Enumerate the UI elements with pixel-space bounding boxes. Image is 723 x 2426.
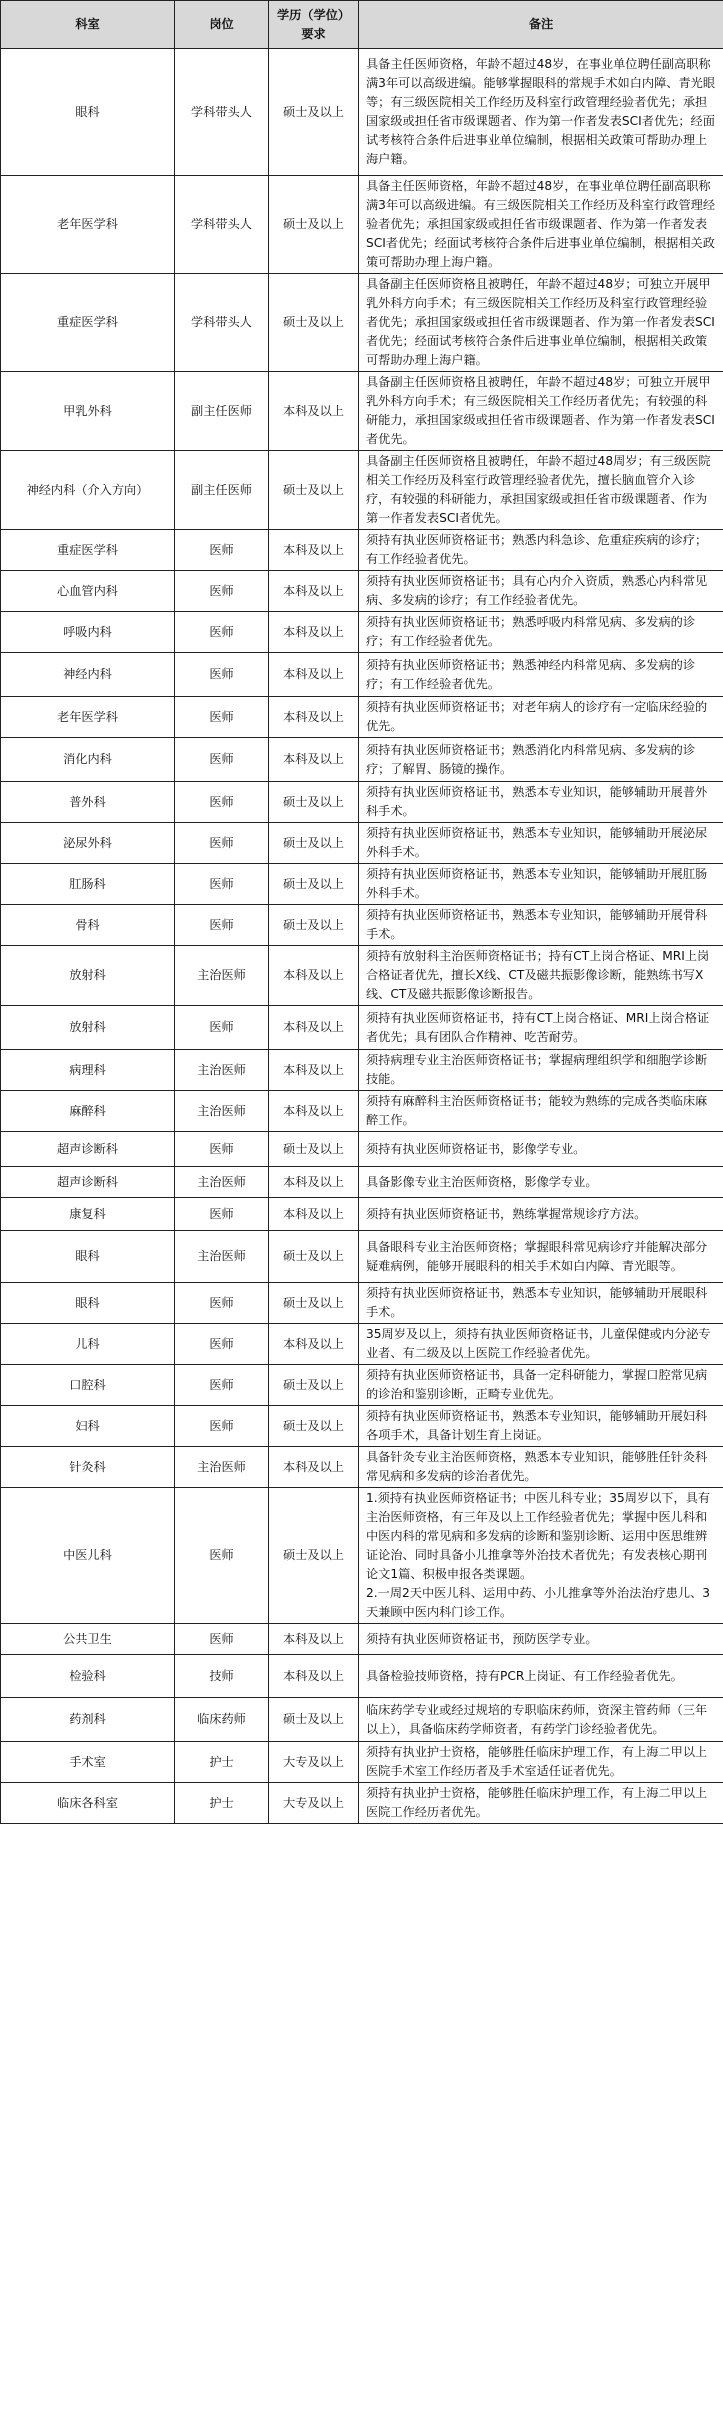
cell-position: 医师 bbox=[175, 1488, 269, 1624]
cell-notes: 须持有放射科主治医师资格证书；持有CT上岗合格证、MRI上岗合格证者优先，擅长X线、CT及磁共振影像诊断，能熟练书写X线、CT及磁共振影像诊断报告。 bbox=[359, 946, 723, 1006]
cell-position: 医师 bbox=[175, 1324, 269, 1365]
cell-education: 本科及以上 bbox=[269, 697, 359, 738]
table-row bbox=[1, 176, 723, 274]
table-row bbox=[1, 1655, 723, 1698]
cell-dept: 甲乳外科 bbox=[1, 372, 175, 451]
table-row bbox=[1, 1198, 723, 1231]
cell-education: 本科及以上 bbox=[269, 1091, 359, 1132]
table-row bbox=[1, 274, 723, 372]
cell-notes: 须持有执业医师资格证书，熟悉本专业知识，能够辅助开展肛肠外科手术。 bbox=[359, 864, 723, 905]
cell-position: 医师 bbox=[175, 653, 269, 697]
cell-dept: 麻醉科 bbox=[1, 1091, 175, 1132]
cell-dept: 老年医学科 bbox=[1, 176, 175, 274]
cell-notes: 须持病理专业主治医师资格证书；掌握病理组织学和细胞学诊断技能。 bbox=[359, 1050, 723, 1091]
cell-education: 硕士及以上 bbox=[269, 49, 359, 176]
cell-position: 医师 bbox=[175, 697, 269, 738]
cell-dept: 药剂科 bbox=[1, 1698, 175, 1742]
cell-notes: 具备主任医师资格，年龄不超过48岁，在事业单位聘任副高职称满3年可以高级进编。能够掌握眼科的常规手术如白内障、青光眼等；有三级医院相关工作经历及科室行政管理经验者优先；承担国家级或担任省市级课题者、作为第一作者发表SCI者优先；经面试考核符合条件后进事业单位编制，根据相关政策可帮助办理上海户籍。 bbox=[359, 49, 723, 176]
cell-position: 医师 bbox=[175, 782, 269, 823]
cell-dept: 普外科 bbox=[1, 782, 175, 823]
cell-dept: 超声诊断科 bbox=[1, 1167, 175, 1198]
cell-position: 副主任医师 bbox=[175, 451, 269, 530]
cell-dept: 消化内科 bbox=[1, 738, 175, 782]
cell-notes: 具备影像专业主治医师资格，影像学专业。 bbox=[359, 1167, 723, 1198]
table-row bbox=[1, 1231, 723, 1283]
cell-dept: 超声诊断科 bbox=[1, 1132, 175, 1167]
cell-notes: 须持有麻醉科主治医师资格证书；能较为熟练的完成各类临床麻醉工作。 bbox=[359, 1091, 723, 1132]
cell-notes: 须持有执业医师资格证书；熟悉呼吸内科常见病、多发病的诊疗；有工作经验者优先。 bbox=[359, 612, 723, 653]
table-row bbox=[1, 1365, 723, 1406]
cell-notes: 须持有执业医师资格证书，熟悉本专业知识，能够辅助开展妇科各项手术，具备计划生育上岗证。 bbox=[359, 1406, 723, 1447]
cell-education: 硕士及以上 bbox=[269, 1488, 359, 1624]
table-row bbox=[1, 1783, 723, 1824]
cell-education: 硕士及以上 bbox=[269, 1231, 359, 1283]
cell-position: 主治医师 bbox=[175, 1447, 269, 1488]
table-row bbox=[1, 1742, 723, 1783]
table-row bbox=[1, 946, 723, 1006]
table-row bbox=[1, 571, 723, 612]
table-row bbox=[1, 1006, 723, 1050]
cell-education: 本科及以上 bbox=[269, 530, 359, 571]
cell-dept: 放射科 bbox=[1, 946, 175, 1006]
cell-notes: 须持有执业医师资格证书，熟悉本专业知识，能够辅助开展普外科手术。 bbox=[359, 782, 723, 823]
cell-education: 本科及以上 bbox=[269, 946, 359, 1006]
cell-education: 硕士及以上 bbox=[269, 1365, 359, 1406]
table-row bbox=[1, 1406, 723, 1447]
cell-notes: 须持有执业医师资格证书，具备一定科研能力，掌握口腔常见病的诊治和鉴别诊断，正畸专业优先。 bbox=[359, 1365, 723, 1406]
cell-position: 医师 bbox=[175, 1283, 269, 1324]
cell-position: 学科带头人 bbox=[175, 176, 269, 274]
cell-notes: 须持有执业医师资格证书；具有心内介入资质，熟悉心内科常见病、多发病的诊疗；有工作经验者优先。 bbox=[359, 571, 723, 612]
cell-education: 本科及以上 bbox=[269, 571, 359, 612]
cell-position: 医师 bbox=[175, 571, 269, 612]
cell-dept: 老年医学科 bbox=[1, 697, 175, 738]
cell-position: 副主任医师 bbox=[175, 372, 269, 451]
cell-education: 硕士及以上 bbox=[269, 176, 359, 274]
table-row bbox=[1, 738, 723, 782]
table-body bbox=[1, 49, 723, 1824]
cell-notes: 须持有执业护士资格，能够胜任临床护理工作，有上海二甲以上医院手术室工作经历者及手术室适任证者优先。 bbox=[359, 1742, 723, 1783]
cell-notes: 具备副主任医师资格且被聘任，年龄不超过48岁；可独立开展甲乳外科方向手术；有三级医院相关工作经历及科室行政管理经验者优先；承担国家级或担任省市级课题者、作为第一作者发表SCI者优先；经面试考核符合条件后进事业单位编制，根据相关政策可帮助办理上海户籍。 bbox=[359, 274, 723, 372]
cell-dept: 眼科 bbox=[1, 49, 175, 176]
cell-education: 硕士及以上 bbox=[269, 1406, 359, 1447]
cell-dept: 康复科 bbox=[1, 1198, 175, 1231]
cell-education: 硕士及以上 bbox=[269, 274, 359, 372]
cell-dept: 泌尿外科 bbox=[1, 823, 175, 864]
table-row bbox=[1, 1050, 723, 1091]
cell-notes: 须持有执业医师资格证书；熟悉神经内科常见病、多发病的诊疗；有工作经验者优先。 bbox=[359, 653, 723, 697]
cell-notes: 具备副主任医师资格且被聘任，年龄不超过48岁；可独立开展甲乳外科方向手术；有三级医院相关工作经历者优先；有较强的科研能力，承担国家级或担任省市级课题者、作为第一作者发表SCI者优先。 bbox=[359, 372, 723, 451]
cell-education: 硕士及以上 bbox=[269, 864, 359, 905]
cell-education: 本科及以上 bbox=[269, 1006, 359, 1050]
cell-education: 大专及以上 bbox=[269, 1742, 359, 1783]
cell-notes: 35周岁及以上，须持有执业医师资格证书，儿童保健或内分泌专业者、有二级及以上医院工作经验者优先。 bbox=[359, 1324, 723, 1365]
cell-position: 学科带头人 bbox=[175, 274, 269, 372]
cell-dept: 重症医学科 bbox=[1, 274, 175, 372]
cell-position: 医师 bbox=[175, 612, 269, 653]
cell-dept: 儿科 bbox=[1, 1324, 175, 1365]
table-row bbox=[1, 823, 723, 864]
table-row bbox=[1, 697, 723, 738]
cell-education: 硕士及以上 bbox=[269, 1698, 359, 1742]
header-dept: 科室 bbox=[1, 1, 175, 49]
header-notes: 备注 bbox=[359, 1, 723, 49]
cell-dept: 眼科 bbox=[1, 1231, 175, 1283]
cell-dept: 口腔科 bbox=[1, 1365, 175, 1406]
cell-notes: 须持有执业护士资格，能够胜任临床护理工作，有上海二甲以上医院工作经历者优先。 bbox=[359, 1783, 723, 1824]
cell-position: 技师 bbox=[175, 1655, 269, 1698]
cell-dept: 中医儿科 bbox=[1, 1488, 175, 1624]
cell-notes: 具备检验技师资格，持有PCR上岗证、有工作经验者优先。 bbox=[359, 1655, 723, 1698]
cell-dept: 重症医学科 bbox=[1, 530, 175, 571]
cell-notes: 须持有执业医师资格证书；熟悉内科急诊、危重症疾病的诊疗；有工作经验者优先。 bbox=[359, 530, 723, 571]
cell-notes: 须持有执业医师资格证书，熟悉本专业知识，能够辅助开展眼科手术。 bbox=[359, 1283, 723, 1324]
cell-position: 医师 bbox=[175, 1132, 269, 1167]
cell-education: 本科及以上 bbox=[269, 738, 359, 782]
cell-education: 本科及以上 bbox=[269, 1198, 359, 1231]
cell-dept: 放射科 bbox=[1, 1006, 175, 1050]
cell-dept: 肛肠科 bbox=[1, 864, 175, 905]
cell-notes: 具备主任医师资格，年龄不超过48岁，在事业单位聘任副高职称满3年可以高级进编。有三级医院相关工作经历及科室行政管理经验者优先；承担国家级或担任省市级课题者、作为第一作者发表SCI者优先；经面试考核符合条件后进事业单位编制，根据相关政策可帮助办理上海户籍。 bbox=[359, 176, 723, 274]
cell-position: 医师 bbox=[175, 1624, 269, 1655]
table-row bbox=[1, 1624, 723, 1655]
cell-position: 医师 bbox=[175, 530, 269, 571]
cell-position: 医师 bbox=[175, 905, 269, 946]
cell-notes: 具备眼科专业主治医师资格；掌握眼科常见病诊疗并能解决部分疑难病例，能够开展眼科的相关手术如白内障、青光眼等。 bbox=[359, 1231, 723, 1283]
table-row bbox=[1, 1488, 723, 1624]
cell-education: 本科及以上 bbox=[269, 372, 359, 451]
cell-position: 医师 bbox=[175, 1406, 269, 1447]
table-row bbox=[1, 1324, 723, 1365]
table-row bbox=[1, 1447, 723, 1488]
cell-dept: 眼科 bbox=[1, 1283, 175, 1324]
table-row bbox=[1, 1132, 723, 1167]
cell-notes: 临床药学专业或经过规培的专职临床药师，资深主管药师（三年以上），具备临床药学师资者，有药学门诊经验者优先。 bbox=[359, 1698, 723, 1742]
cell-position: 医师 bbox=[175, 738, 269, 782]
cell-position: 医师 bbox=[175, 864, 269, 905]
table-row bbox=[1, 653, 723, 697]
cell-notes: 须持有执业医师资格证书，预防医学专业。 bbox=[359, 1624, 723, 1655]
cell-dept: 临床各科室 bbox=[1, 1783, 175, 1824]
cell-education: 大专及以上 bbox=[269, 1783, 359, 1824]
table-row bbox=[1, 782, 723, 823]
table-row bbox=[1, 905, 723, 946]
cell-dept: 妇科 bbox=[1, 1406, 175, 1447]
cell-education: 本科及以上 bbox=[269, 1447, 359, 1488]
cell-notes: 须持有执业医师资格证书；熟悉消化内科常见病、多发病的诊疗；了解胃、肠镜的操作。 bbox=[359, 738, 723, 782]
cell-notes: 须持有执业医师资格证书，影像学专业。 bbox=[359, 1132, 723, 1167]
cell-dept: 神经内科 bbox=[1, 653, 175, 697]
cell-dept: 病理科 bbox=[1, 1050, 175, 1091]
cell-notes: 1.须持有执业医师资格证书；中医儿科专业；35周岁以下，具有主治医师资格，有三年及以上工作经验者优先；掌握中医儿科和中医内科的常见病和多发病的诊断和鉴别诊断、运用中医思维辨证论治、同时具备小儿推拿等外治技术者优先；有发表核心期刊论文1篇、积极申报各类课题。 2.一周2天中医儿科、运用中药、小儿推拿等外治法治疗患儿、3天兼顾中医内科门诊工作。 bbox=[359, 1488, 723, 1624]
header-position: 岗位 bbox=[175, 1, 269, 49]
cell-notes: 须持有执业医师资格证书，熟练掌握常规诊疗方法。 bbox=[359, 1198, 723, 1231]
cell-position: 护士 bbox=[175, 1783, 269, 1824]
cell-education: 本科及以上 bbox=[269, 1050, 359, 1091]
cell-dept: 检验科 bbox=[1, 1655, 175, 1698]
table-row bbox=[1, 1091, 723, 1132]
table-row bbox=[1, 372, 723, 451]
cell-education: 本科及以上 bbox=[269, 612, 359, 653]
cell-position: 医师 bbox=[175, 1365, 269, 1406]
cell-position: 医师 bbox=[175, 823, 269, 864]
cell-education: 本科及以上 bbox=[269, 1324, 359, 1365]
cell-notes: 须持有执业医师资格证书；对老年病人的诊疗有一定临床经验的优先。 bbox=[359, 697, 723, 738]
cell-education: 本科及以上 bbox=[269, 1167, 359, 1198]
cell-notes: 具备针灸专业主治医师资格，熟悉本专业知识，能够胜任针灸科常见病和多发病的诊治者优先。 bbox=[359, 1447, 723, 1488]
cell-position: 学科带头人 bbox=[175, 49, 269, 176]
cell-position: 医师 bbox=[175, 1006, 269, 1050]
cell-education: 本科及以上 bbox=[269, 653, 359, 697]
cell-education: 硕士及以上 bbox=[269, 1132, 359, 1167]
cell-position: 主治医师 bbox=[175, 946, 269, 1006]
cell-notes: 须持有执业医师资格证书，持有CT上岗合格证、MRI上岗合格证者优先；具有团队合作精神、吃苦耐劳。 bbox=[359, 1006, 723, 1050]
cell-education: 硕士及以上 bbox=[269, 782, 359, 823]
cell-education: 硕士及以上 bbox=[269, 451, 359, 530]
cell-position: 临床药师 bbox=[175, 1698, 269, 1742]
table-header-row bbox=[1, 1, 723, 49]
header-education: 学历（学位）要求 bbox=[269, 1, 359, 49]
cell-dept: 神经内科（介入方向） bbox=[1, 451, 175, 530]
cell-dept: 手术室 bbox=[1, 1742, 175, 1783]
cell-position: 主治医师 bbox=[175, 1050, 269, 1091]
cell-position: 主治医师 bbox=[175, 1091, 269, 1132]
cell-dept: 心血管内科 bbox=[1, 571, 175, 612]
cell-position: 主治医师 bbox=[175, 1167, 269, 1198]
table-row bbox=[1, 1167, 723, 1198]
cell-education: 本科及以上 bbox=[269, 1655, 359, 1698]
table-row bbox=[1, 530, 723, 571]
table-row bbox=[1, 451, 723, 530]
cell-dept: 针灸科 bbox=[1, 1447, 175, 1488]
table-row bbox=[1, 49, 723, 176]
cell-notes: 须持有执业医师资格证书，熟悉本专业知识，能够辅助开展骨科手术。 bbox=[359, 905, 723, 946]
cell-position: 主治医师 bbox=[175, 1231, 269, 1283]
table-row bbox=[1, 864, 723, 905]
cell-dept: 公共卫生 bbox=[1, 1624, 175, 1655]
table-row bbox=[1, 1283, 723, 1324]
cell-education: 本科及以上 bbox=[269, 1624, 359, 1655]
cell-notes: 须持有执业医师资格证书，熟悉本专业知识，能够辅助开展泌尿外科手术。 bbox=[359, 823, 723, 864]
cell-notes: 具备副主任医师资格且被聘任，年龄不超过48周岁；有三级医院相关工作经历及科室行政管理经验者优先，擅长脑血管介入诊疗，有较强的科研能力，承担国家级或担任省市级课题者、作为第一作者发表SCI者优先。 bbox=[359, 451, 723, 530]
cell-dept: 呼吸内科 bbox=[1, 612, 175, 653]
cell-position: 医师 bbox=[175, 1198, 269, 1231]
cell-education: 硕士及以上 bbox=[269, 1283, 359, 1324]
table-row bbox=[1, 612, 723, 653]
cell-position: 护士 bbox=[175, 1742, 269, 1783]
cell-education: 硕士及以上 bbox=[269, 823, 359, 864]
cell-dept: 骨科 bbox=[1, 905, 175, 946]
cell-education: 硕士及以上 bbox=[269, 905, 359, 946]
table-row bbox=[1, 1698, 723, 1742]
